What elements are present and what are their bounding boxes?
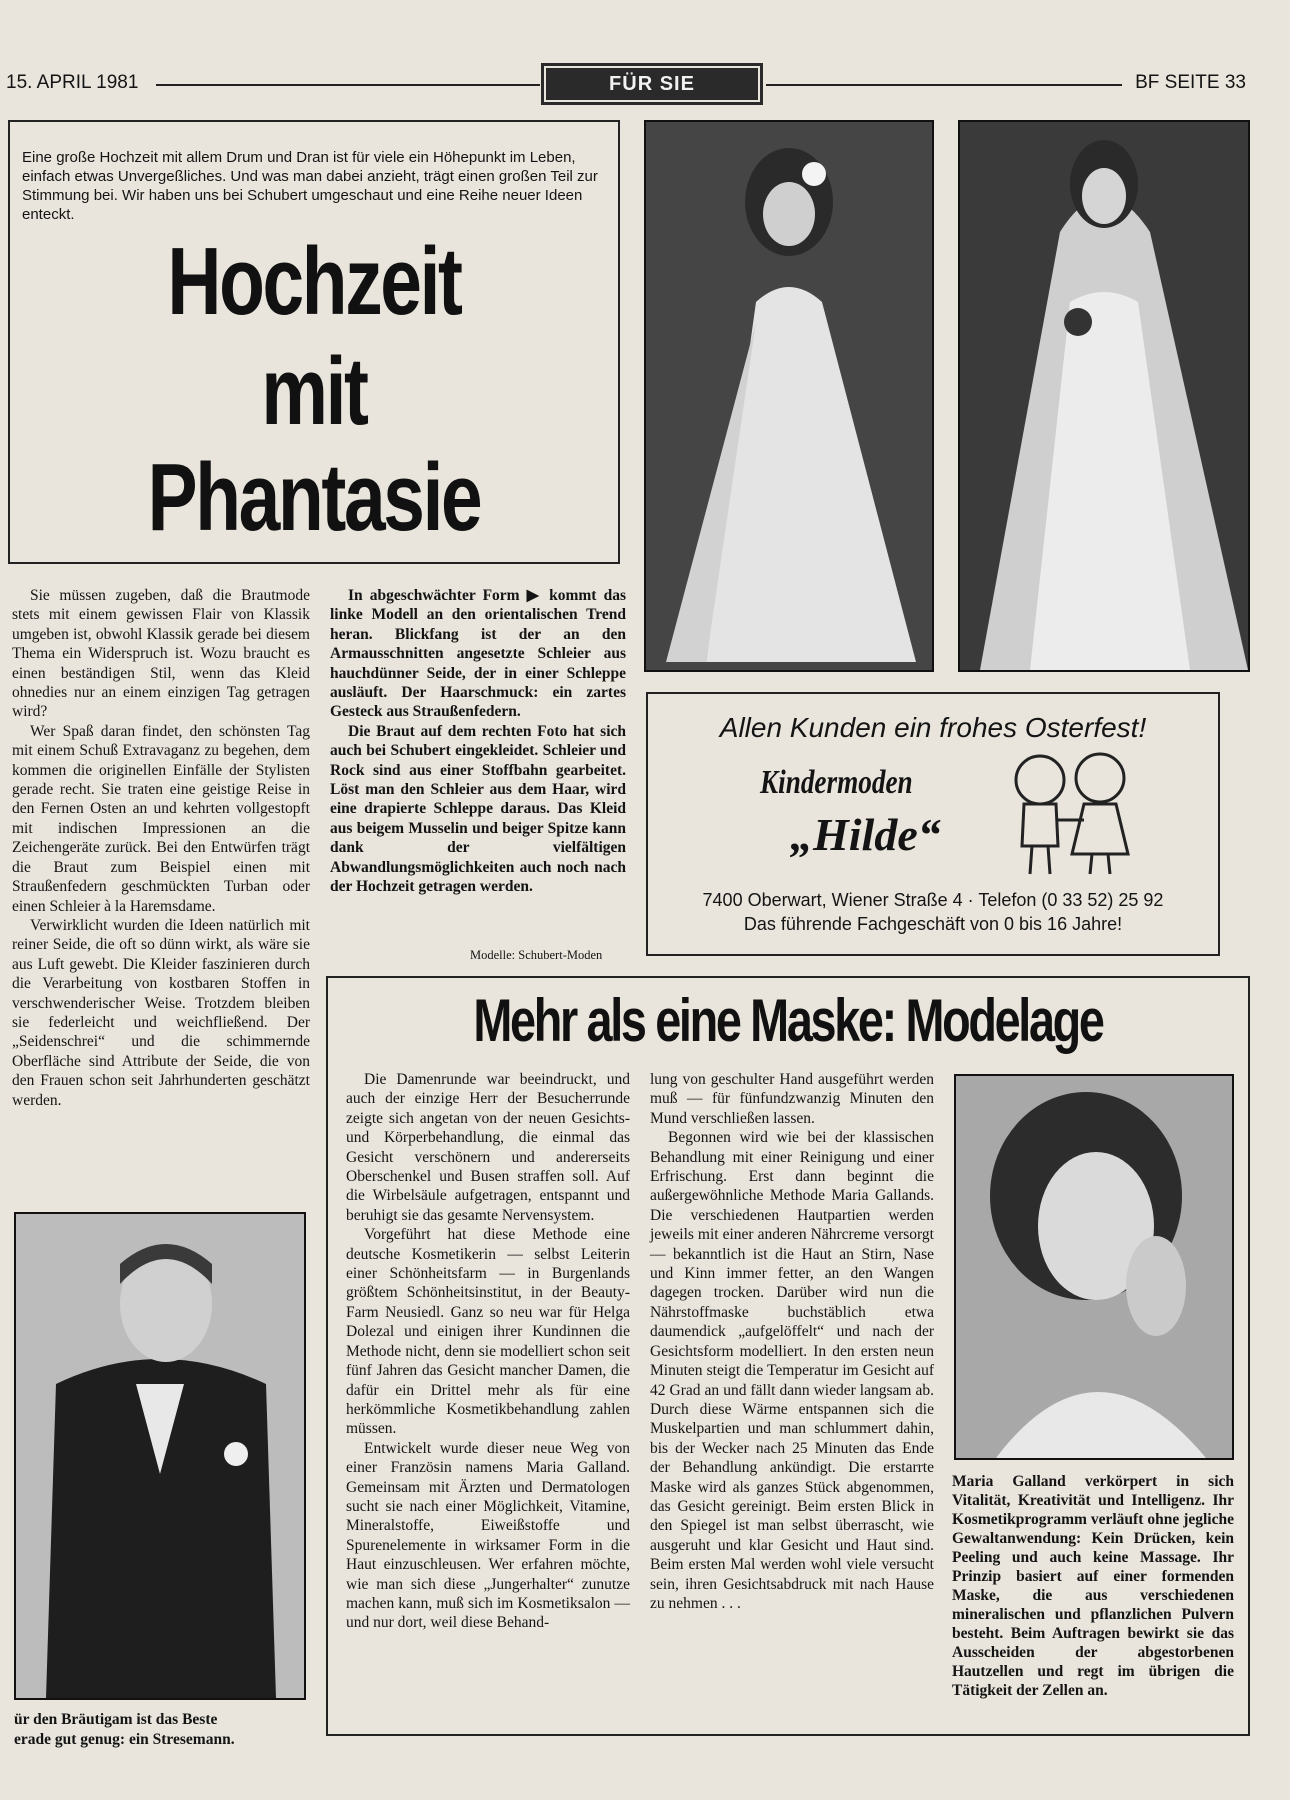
mask-column-1 <box>346 1070 630 1633</box>
mask-column-2 <box>650 1070 934 1613</box>
ad-brand-name: Kindermoden <box>760 764 913 801</box>
children-illustration <box>1000 746 1140 878</box>
wedding-headline-3: Phantasie <box>147 444 481 551</box>
maria-galland-photo <box>954 1074 1234 1460</box>
maria-galland-caption: Maria Galland verkörpert in sich Vitalität, Kreativität und Intelligenz. Ihr Kosmetikprogramm verläuft ohne jegliche Gewaltanwendung: Kein Drücken, kein Peeling und auch keine Massage. Ihr Prinzip basiert auf einer formenden Maske, die aus verschiedenen mineralischen und pflanzlichen Pulvern besteht. Beim Auftragen bewirkt sie das Ausscheiden der abgestorbenen Hautzellen und regt im übrigen die Tätigkeit der Zellen an. <box>952 1473 1234 1699</box>
wedding-column-1 <box>12 586 310 1110</box>
bride-left-illustration <box>646 122 932 670</box>
issue-date: 15. APRIL 1981 <box>6 72 139 93</box>
bride-right-illustration <box>960 122 1248 670</box>
wedding-headline-1: Hochzeit <box>167 228 461 335</box>
wedding-paragraph: In abgeschwächter Form ▶ kommt das linke Modell an den orientalischen Trend heran. Blickfang ist der an den Armausschnitten angesetzte Schleier aus hauchdünner Seide, der in einer Schleppe ausläuft. Der Haarschmuck: ein zartes Gesteck aus Straußenfedern. <box>330 587 626 721</box>
mask-paragraph: Begonnen wird wie bei der klassischen Behandlung mit einer Reinigung und einer Erfrischung. Erst dann beginnt die außergewöhnliche Methode Maria Gallands. Die verschiedenen Hautpartien werden jeweils mit einer anderen Nährcreme versorgt — bekanntlich ist die Haut an Stirn, Nase und Kinn immer fetter, an den Wangen dagegen trocken. Darüber wird nun die Nährstoffmaske buchstäblich etwa daumendick „aufgelöffelt“ und nach der Gesichtsform modelliert. In den ersten neun Minuten steigt die Temperatur im Gesicht auf 42 Grad an und fällt dann wieder langsam ab. Durch diese Wärme entspannen sich die Muskelpartien und man schlummert dahin, bis der Wecker nach 25 Minuten das Ende der Behandlung ankündigt. Die erstarrte Maske wird als ganzes Stück abgenommen, das Gesicht gereinigt. Beim ersten Blick in den Spiegel ist man selbst überrascht, wie ausgeruht und klar Gesicht und Haut sind. Beim ersten Mal werden wohl viele versucht sein, ihren Gesichtsabdruck mit nach Hause zu nehmen . . . <box>650 1129 934 1612</box>
mask-paragraph: Die Damenrunde war beeindruckt, und auch der einzige Herr der Besucherrunde zeigte sich angetan von der neuen Gesichts- und Körperbehandlung, die einmal das Gesicht verschönern und andererseits Oberschenkel und Busen straffen soll. Auf die Wirbelsäule aufgetragen, entspannt und beruhigt sie das gesamte Nervensystem. <box>346 1071 630 1224</box>
wedding-paragraph: Die Braut auf dem rechten Foto hat sich auch bei Schubert eingekleidet. Schleier und Rock sind aus einer Stoffbahn gearbeitet. Löst man den Schleier aus dem Haar, wird eine drapierte Schleppe daraus. Das Kleid aus beigem Musselin und beiger Spitze kann dank der vielfältigen Abwandlungsmöglichkeiten auch noch nach der Hochzeit getragen werden. <box>330 722 626 896</box>
mask-paragraph: lung von geschulter Hand ausgeführt werden muß — für fünfundzwanzig Minuten den Mund verschließen lassen. <box>650 1071 934 1127</box>
mask-paragraph: Vorgeführt hat diese Methode eine deutsche Kosmetikerin — selbst Leiterin einer Schönheitsfarm — in Burgenlands größtem Schönheitsinstitut, in der Beauty-Farm Neusiedl. Ganz so neu war für Helga Dolezal und einigen ihrer Kundinnen die Methode nicht, denn sie modelliert schon seit fünf Jahren das Gesicht mancher Damen, die dafür ein Drittel mehr als für eine herkömmliche Kosmetikbehandlung zahlen müssen. <box>346 1226 630 1438</box>
bride-photo-left <box>644 120 934 672</box>
groom-illustration <box>16 1214 304 1698</box>
section-title: FÜR SIE <box>546 68 758 100</box>
page-number: BF SEITE 33 <box>1135 72 1246 93</box>
wedding-column-2 <box>330 586 626 897</box>
mask-headline: Mehr als eine Maske: Modelage <box>473 987 1103 1054</box>
wedding-intro: Eine große Hochzeit mit allem Drum und Dran ist für viele ein Höhepunkt im Leben, einfach etwas Unvergeßliches. Und was man dabei anzieht, trägt einen großen Teil zur Stimmung bei. Wir haben uns bei Schubert umgeschaut und eine Reihe neuer Ideen enteckt. <box>22 149 598 223</box>
ad-brand-name-2: „Hilde“ <box>790 809 941 860</box>
ad-tagline: Das führende Fachgeschäft von 0 bis 16 Jahre! <box>743 914 1123 934</box>
ad-greeting: Allen Kunden ein frohes Osterfest! <box>719 712 1147 743</box>
header-rule-left <box>156 84 540 86</box>
mask-paragraph: Entwickelt wurde dieser neue Weg von einer Französin namens Maria Galland. Gemeinsam mit Ärzten und Dermatologen sucht sie nach einer Möglichkeit, Vitamine, Mineralstoffe, Eiweißstoffe und Spurenelemente in wirksamer Form in die Haut einzuschleusen. Wer erfahren möchte, wie man sich diese „Jungerhalter“ zunutze machen kann, muß sich im Kosmetiksalon — und nur dort, weil diese Behand- <box>346 1439 630 1632</box>
groom-caption-line-1: ür den Bräutigam ist das Beste <box>14 1711 218 1728</box>
portrait-illustration <box>956 1076 1232 1458</box>
wedding-headline-2: mit <box>261 338 367 445</box>
ad-address: 7400 Oberwart, Wiener Straße 4 · Telefon (0 33 52) 25 92 <box>702 890 1164 910</box>
header-rule-right <box>766 84 1122 86</box>
groom-caption-line-2: erade gut genug: ein Stresemann. <box>14 1731 235 1748</box>
groom-photo <box>14 1212 306 1700</box>
bride-photo-right <box>958 120 1250 672</box>
wedding-paragraph: Verwirklicht wurden die Ideen natürlich mit reiner Seide, die oft so dünn wirkt, als wäre sie aus Luft gewebt. Die Kleider faszinieren durch die Verarbeitung von kostbaren Stoffen in verschwenderischer Weise. Trotzdem bleiben sie federleicht und weichfließend. Der „Seidenschrei“ und die schimmernde Oberfläche sind Attribute der Seide, die von den Frauen schon seit Jahrhunderten geschätzt werden. <box>12 916 310 1109</box>
wedding-paragraph: Wer Spaß daran findet, den schönsten Tag mit einem Schuß Extravaganz zu begehen, dem kommen die originellen Einfälle der Stylisten gerade recht. Sie traten eine geistige Reise in den Fernen Osten an und kehrten vollgestopft mit indischen Impressionen an die Zeichengeräte zurück. Bei den Entwürfen trägt die Braut zum Beispiel einen mit Straußenfedern geschmückten Turban oder einen Schleier à la Haremsdame. <box>12 722 310 915</box>
wedding-paragraph: Sie müssen zugeben, daß die Brautmode stets mit einem gewissen Flair von Klassik umgeben ist, obwohl Klassik gerade bei diesem Thema ein Widerspruch ist. Wozu braucht es einen beständigen Stil, wenn das Kleid ohnedies nur an einem einzigen Tag getragen wird? <box>12 587 310 721</box>
photo-credit: Modelle: Schubert-Moden <box>470 948 603 962</box>
